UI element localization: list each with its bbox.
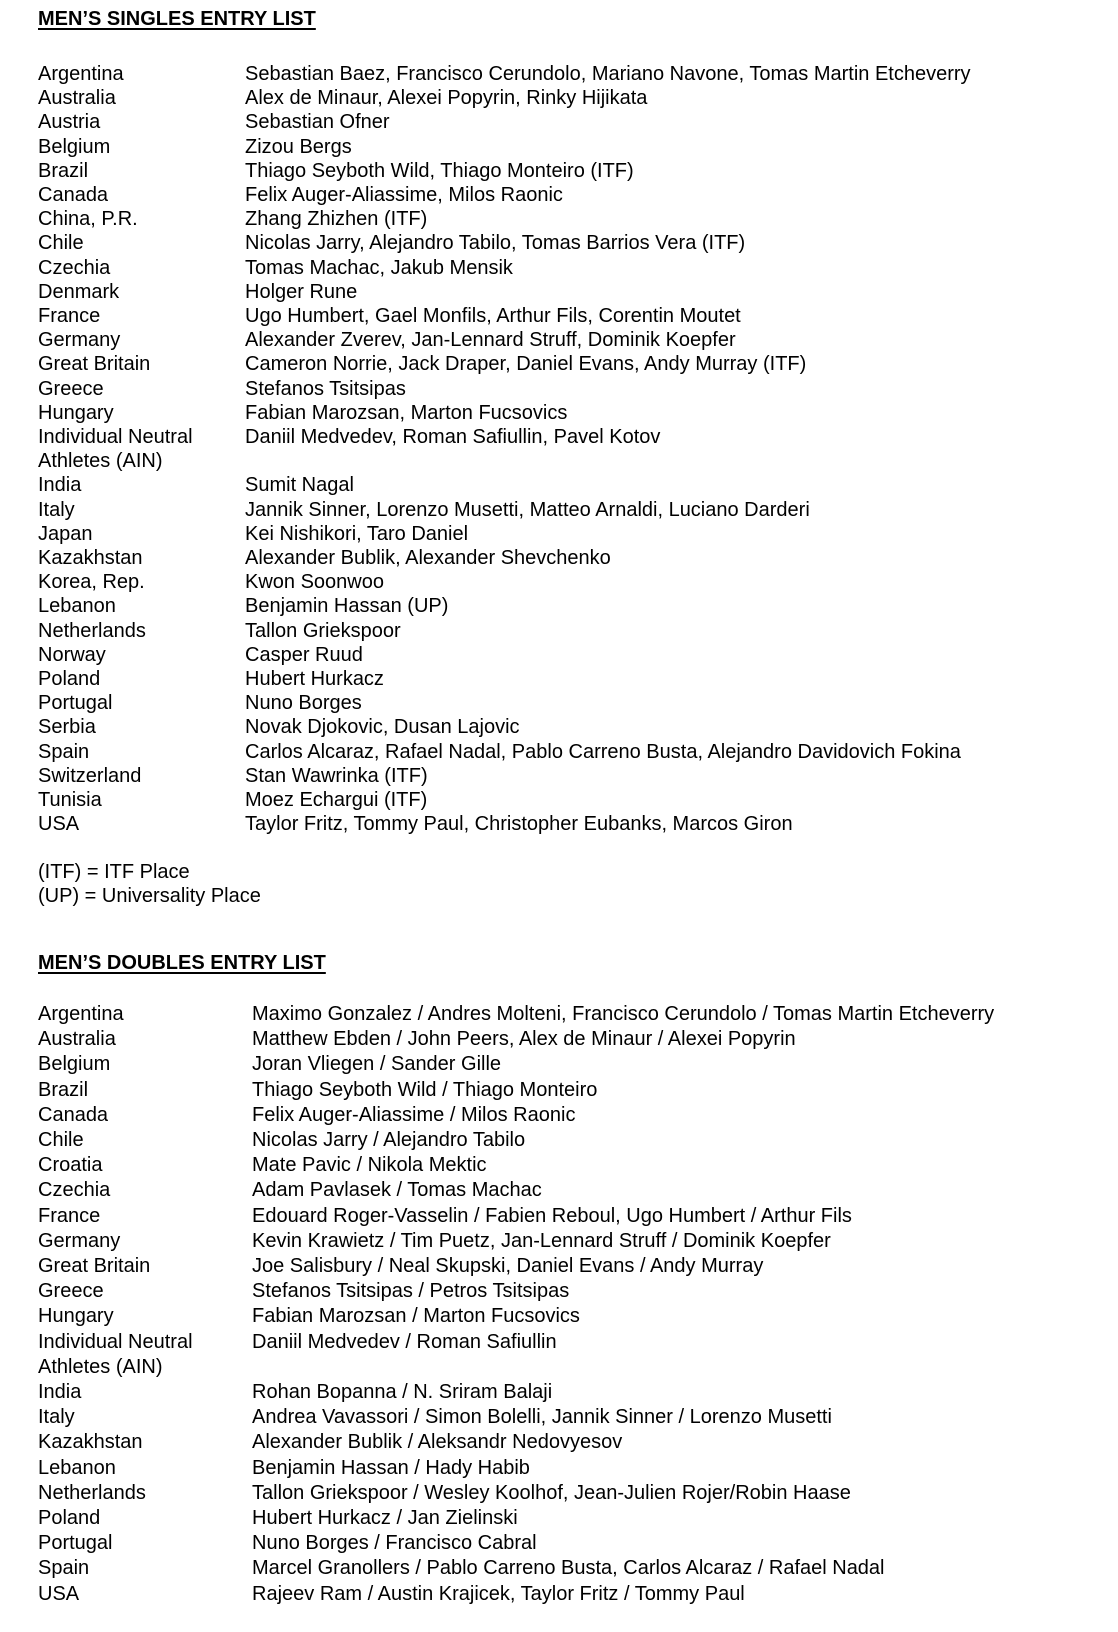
player-list: Thiago Seyboth Wild / Thiago Monteiro	[252, 1078, 598, 1101]
doubles-entry-list	[38, 1002, 1088, 1607]
entry-row	[38, 1178, 1088, 1203]
player-list: Rohan Bopanna / N. Sriram Balaji	[252, 1381, 553, 1404]
player-list: Benjamin Hassan (UP)	[245, 595, 449, 618]
country-name: Chile	[38, 232, 84, 255]
country-name: Korea, Rep.	[38, 571, 145, 594]
entry-row	[38, 231, 1088, 255]
player-list: Kei Nishikori, Taro Daniel	[245, 522, 469, 545]
country-name: Chile	[38, 1129, 84, 1152]
country-name: Norway	[38, 643, 106, 666]
country-name: Great Britain	[38, 1255, 151, 1278]
entry-row	[38, 812, 1088, 836]
doubles-heading: MEN’S DOUBLES ENTRY LIST	[38, 952, 326, 974]
entry-row	[38, 1153, 1088, 1178]
country-name: USA	[38, 813, 80, 836]
country-name: Austria	[38, 111, 101, 134]
country-name: Croatia	[38, 1154, 103, 1177]
player-list: Carlos Alcaraz, Rafael Nadal, Pablo Carreno Busta, Alejandro Davidovich Fokina	[245, 740, 961, 763]
player-list: Zizou Bergs	[245, 135, 352, 158]
player-list: Andrea Vavassori / Simon Bolelli, Jannik Sinner / Lorenzo Musetti	[252, 1406, 832, 1429]
player-list: Fabian Marozsan / Marton Fucsovics	[252, 1305, 580, 1328]
country-name: Poland	[38, 668, 101, 691]
player-list: Matthew Ebden / John Peers, Alex de Minaur / Alexei Popyrin	[252, 1028, 796, 1051]
entry-row	[38, 62, 1088, 86]
player-list: Alex de Minaur, Alexei Popyrin, Rinky Hijikata	[245, 87, 648, 110]
country-name: Hungary	[38, 1305, 114, 1328]
country-name: Spain	[38, 1557, 90, 1580]
country-name: Serbia	[38, 716, 96, 739]
player-list: Nicolas Jarry / Alejandro Tabilo	[252, 1129, 526, 1152]
country-name: China, P.R.	[38, 208, 138, 231]
entry-row	[38, 691, 1088, 715]
entry-row	[38, 207, 1088, 231]
country-name: USA	[38, 1582, 80, 1605]
player-list: Novak Djokovic, Dusan Lajovic	[245, 716, 520, 739]
entry-row	[38, 1380, 1088, 1405]
entry-row	[38, 425, 1088, 473]
country-name: Brazil	[38, 1078, 89, 1101]
entry-row	[38, 1279, 1088, 1304]
country-name: Germany	[38, 1229, 121, 1252]
entry-row	[38, 401, 1088, 425]
player-list: Ugo Humbert, Gael Monfils, Arthur Fils, Corentin Moutet	[245, 305, 741, 328]
player-list: Felix Auger-Aliassime, Milos Raonic	[245, 184, 563, 207]
entry-row	[38, 1531, 1088, 1556]
entry-row	[38, 1481, 1088, 1506]
player-list: Holger Rune	[245, 280, 358, 303]
player-list: Zhang Zhizhen (ITF)	[245, 208, 428, 231]
player-list: Maximo Gonzalez / Andres Molteni, Francisco Cerundolo / Tomas Martin Etcheverry	[252, 1003, 995, 1025]
entry-row	[38, 1254, 1088, 1279]
player-list: Nicolas Jarry, Alejandro Tabilo, Tomas Barrios Vera (ITF)	[245, 232, 746, 255]
entry-row	[38, 643, 1088, 667]
player-list: Nuno Borges	[245, 692, 362, 715]
entry-row	[38, 1078, 1088, 1103]
country-name: Spain	[38, 740, 90, 763]
entry-row	[38, 1506, 1088, 1531]
entry-row	[38, 1405, 1088, 1430]
entry-row	[38, 352, 1088, 376]
entry-row	[38, 473, 1088, 497]
country-name: Lebanon	[38, 1456, 116, 1479]
entry-row	[38, 619, 1088, 643]
country-name: Netherlands	[38, 1481, 146, 1504]
country-name: Portugal	[38, 692, 113, 715]
entry-row	[38, 788, 1088, 812]
entry-row	[38, 1027, 1088, 1052]
country-name: France	[38, 1204, 101, 1227]
country-name: Belgium	[38, 135, 111, 158]
player-list: Moez Echargui (ITF)	[245, 789, 428, 812]
entry-row	[38, 1304, 1088, 1329]
entry-row	[38, 256, 1088, 280]
player-list: Kwon Soonwoo	[245, 571, 384, 594]
player-list: Sumit Nagal	[245, 474, 354, 497]
country-name: Denmark	[38, 280, 120, 303]
player-list: Thiago Seyboth Wild, Thiago Monteiro (ITF)	[245, 159, 634, 182]
country-name: Czechia	[38, 1179, 111, 1202]
singles-entry-list	[38, 62, 1088, 837]
entry-row	[38, 1052, 1088, 1077]
entry-row	[38, 1330, 1088, 1380]
player-list: Adam Pavlasek / Tomas Machac	[252, 1179, 542, 1202]
country-name: Kazakhstan	[38, 1431, 143, 1454]
player-list: Cameron Norrie, Jack Draper, Daniel Evans, Andy Murray (ITF)	[245, 353, 807, 376]
entry-row	[38, 594, 1088, 618]
player-list: Sebastian Baez, Francisco Cerundolo, Mariano Navone, Tomas Martin Etcheverry	[245, 63, 971, 85]
doubles-section	[38, 950, 1088, 1607]
entry-row	[38, 667, 1088, 691]
entry-row	[38, 522, 1088, 546]
entry-row	[38, 1103, 1088, 1128]
player-list: Tomas Machac, Jakub Mensik	[245, 256, 513, 279]
country-name: Portugal	[38, 1532, 113, 1555]
country-name: Great Britain	[38, 353, 151, 376]
entry-row	[38, 1204, 1088, 1229]
player-list: Stefanos Tsitsipas	[245, 377, 406, 400]
player-list: Stefanos Tsitsipas / Petros Tsitsipas	[252, 1280, 570, 1303]
entry-row	[38, 1456, 1088, 1481]
entry-row	[38, 110, 1088, 134]
country-name: Canada	[38, 1103, 109, 1126]
entry-row	[38, 1128, 1088, 1153]
country-name: Canada	[38, 184, 109, 207]
country-name: Brazil	[38, 159, 89, 182]
entry-row	[38, 1229, 1088, 1254]
player-list: Mate Pavic / Nikola Mektic	[252, 1154, 487, 1177]
country-name: France	[38, 305, 101, 328]
player-list: Kevin Krawietz / Tim Puetz, Jan-Lennard Struff / Dominik Koepfer	[252, 1229, 831, 1252]
entry-row	[38, 159, 1088, 183]
country-name: Italy	[38, 498, 75, 521]
country-name: Argentina	[38, 63, 124, 85]
player-list: Hubert Hurkacz	[245, 668, 384, 691]
entry-row	[38, 135, 1088, 159]
player-list: Marcel Granollers / Pablo Carreno Busta, Carlos Alcaraz / Rafael Nadal	[252, 1557, 885, 1580]
player-list: Alexander Bublik / Aleksandr Nedovyesov	[252, 1431, 623, 1454]
country-name: Netherlands	[38, 619, 146, 642]
entry-row	[38, 498, 1088, 522]
player-list: Jannik Sinner, Lorenzo Musetti, Matteo Arnaldi, Luciano Darderi	[245, 498, 810, 521]
entry-row	[38, 740, 1088, 764]
player-list: Daniil Medvedev / Roman Safiullin	[252, 1330, 557, 1353]
entry-row	[38, 183, 1088, 207]
country-name: Greece	[38, 377, 104, 400]
entry-row	[38, 764, 1088, 788]
country-name: Greece	[38, 1280, 104, 1303]
entry-row	[38, 1582, 1088, 1607]
legend-itf: (ITF) = ITF Place	[38, 860, 190, 883]
country-name: Australia	[38, 87, 116, 110]
singles-heading: MEN’S SINGLES ENTRY LIST	[38, 8, 316, 30]
player-list: Casper Ruud	[245, 643, 363, 666]
player-list: Fabian Marozsan, Marton Fucsovics	[245, 401, 568, 424]
country-name: Czechia	[38, 256, 111, 279]
singles-section	[38, 6, 1088, 909]
player-list: Felix Auger-Aliassime / Milos Raonic	[252, 1103, 576, 1126]
country-name: Japan	[38, 522, 93, 545]
country-name: Belgium	[38, 1053, 111, 1076]
entry-row	[38, 280, 1088, 304]
country-name: Tunisia	[38, 789, 102, 812]
entry-row	[38, 328, 1088, 352]
player-list: Edouard Roger-Vasselin / Fabien Reboul, Ugo Humbert / Arthur Fils	[252, 1204, 852, 1227]
entry-row	[38, 304, 1088, 328]
player-list: Rajeev Ram / Austin Krajicek, Taylor Fritz / Tommy Paul	[252, 1582, 745, 1605]
player-list: Benjamin Hassan / Hady Habib	[252, 1456, 530, 1479]
country-name: Lebanon	[38, 595, 116, 618]
player-list: Tallon Griekspoor / Wesley Koolhof, Jean-Julien Rojer/Robin Haase	[252, 1481, 851, 1504]
legend-up: (UP) = Universality Place	[38, 885, 261, 907]
player-list: Daniil Medvedev, Roman Safiullin, Pavel Kotov	[245, 426, 661, 449]
country-name: Kazakhstan	[38, 547, 143, 570]
entry-row	[38, 377, 1088, 401]
entry-row	[38, 570, 1088, 594]
player-list: Joran Vliegen / Sander Gille	[252, 1053, 502, 1076]
entry-row	[38, 1430, 1088, 1455]
player-list: Alexander Zverev, Jan-Lennard Struff, Dominik Koepfer	[245, 329, 736, 352]
country-name: Argentina	[38, 1003, 124, 1025]
country-name: Switzerland	[38, 764, 142, 787]
country-name: Hungary	[38, 401, 114, 424]
country-name: India	[38, 1381, 82, 1404]
country-name: Individual Neutral Athletes (AIN)	[38, 426, 193, 473]
country-name: India	[38, 474, 82, 497]
entry-row	[38, 715, 1088, 739]
player-list: Nuno Borges / Francisco Cabral	[252, 1532, 537, 1555]
country-name: Australia	[38, 1028, 116, 1051]
entry-row	[38, 1002, 1088, 1027]
player-list: Hubert Hurkacz / Jan Zielinski	[252, 1507, 518, 1530]
entry-row	[38, 86, 1088, 110]
player-list: Sebastian Ofner	[245, 111, 390, 134]
country-name: Individual Neutral Athletes (AIN)	[38, 1330, 193, 1378]
player-list: Taylor Fritz, Tommy Paul, Christopher Eubanks, Marcos Giron	[245, 813, 793, 836]
country-name: Germany	[38, 329, 121, 352]
country-name: Italy	[38, 1406, 75, 1429]
player-list: Stan Wawrinka (ITF)	[245, 764, 428, 787]
country-name: Poland	[38, 1507, 101, 1530]
player-list: Joe Salisbury / Neal Skupski, Daniel Evans / Andy Murray	[252, 1255, 764, 1278]
legend	[38, 860, 1088, 909]
player-list: Alexander Bublik, Alexander Shevchenko	[245, 547, 611, 570]
entry-row	[38, 1556, 1088, 1581]
player-list: Tallon Griekspoor	[245, 619, 401, 642]
entry-row	[38, 546, 1088, 570]
